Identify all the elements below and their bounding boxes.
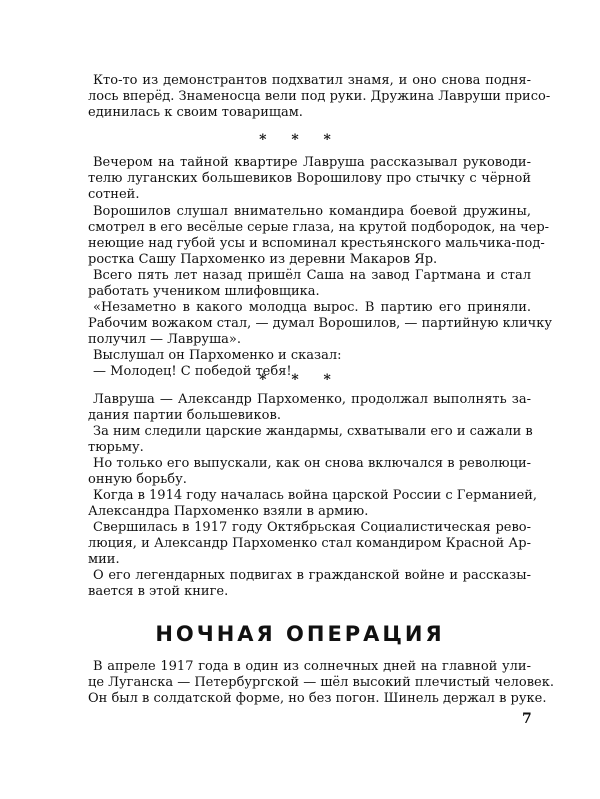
paragraph-evening xyxy=(88,155,531,203)
text-line: работать учеником шлифовщика. xyxy=(88,284,320,299)
text-line: лось вперёд. Знаменосца вели под руки. Дружина Лавруши присо- xyxy=(88,89,551,104)
text-line: Рабочим вожаком стал, — думал Ворошилов, — партийную кличку xyxy=(88,316,553,331)
paragraph-five-years xyxy=(88,268,531,300)
text-line: неющие над губой усы и вспоминал крестьянского мальчика-под- xyxy=(88,236,545,251)
paragraph-released xyxy=(88,456,531,488)
paragraph-april-1917 xyxy=(88,659,555,707)
text-line: тюрьму. xyxy=(88,440,144,455)
paragraph-gendarmes xyxy=(88,424,531,456)
text-line: вается в этой книге. xyxy=(88,584,229,599)
text-line: онную борьбу. xyxy=(88,472,187,487)
text-line: мии. xyxy=(88,552,120,567)
paragraph-revolution-1917 xyxy=(88,520,531,568)
text-line: Кто-то из демонстрантов подхватил знамя, и оно снова подня- xyxy=(93,73,531,88)
section-separator: * * * xyxy=(259,132,341,148)
text-line: В апреле 1917 года в один из солнечных дней на главной ули- xyxy=(93,659,531,674)
text-line: телю луганских большевиков Ворошилову про стычку с чёрной xyxy=(88,171,531,186)
text-line: единилась к своим товарищам. xyxy=(88,105,303,120)
text-line: смотрел в его весёлые серые глаза, на крутой подбородок, на чер- xyxy=(88,220,550,235)
text-line: Он был в солдатской форме, но без погон. Шинель держал в руке. xyxy=(88,691,547,706)
text-line: «Незаметно в какого молодца вырос. В партию его приняли. xyxy=(93,300,531,315)
paragraph-listened xyxy=(88,348,531,364)
text-line: Лавруша — Александр Пархоменко, продолжал выполнять за- xyxy=(93,392,531,407)
paragraph-demonstrators xyxy=(88,73,551,121)
paragraph-thoughts xyxy=(88,300,553,348)
text-line: О его легендарных подвигах в гражданской войне и рассказы- xyxy=(93,568,531,583)
text-line: Ворошилов слушал внимательно командира боевой дружины, xyxy=(93,204,531,219)
text-line: сотней. xyxy=(88,187,140,202)
text-line: Свершилась в 1917 году Октябрьская Социалистическая рево- xyxy=(93,520,531,535)
paragraph-voroshilov xyxy=(88,204,550,268)
text-line: — Молодец! С победой тебя! xyxy=(93,364,292,379)
section-separator: * * * xyxy=(259,372,341,388)
text-line: За ним следили царские жандармы, схватывали его и сажали в xyxy=(93,424,533,439)
text-line: ростка Сашу Пархоменко из деревни Макаров Яр. xyxy=(88,252,438,267)
paragraph-war-1914 xyxy=(88,488,538,520)
text-line: дания партии большевиков. xyxy=(88,408,281,423)
text-line: Александра Пархоменко взяли в армию. xyxy=(88,504,369,519)
text-line: Когда в 1914 году началась война царской России с Германией, xyxy=(93,488,538,503)
text-line: Выслушал он Пархоменко и сказал: xyxy=(93,348,342,363)
text-line: получил — Лавруша». xyxy=(88,332,241,347)
text-line: це Луганска — Петербургской — шёл высокий плечистый человек. xyxy=(88,675,555,690)
paragraph-legendary-deeds xyxy=(88,568,531,600)
chapter-title: НОЧНАЯ ОПЕРАЦИЯ xyxy=(155,622,445,646)
text-line: Вечером на тайной квартире Лавруша рассказывал руководи- xyxy=(93,155,531,170)
text-line: Но только его выпускали, как он снова включался в революци- xyxy=(93,456,531,471)
text-line: Всего пять лет назад пришёл Саша на завод Гартмана и стал xyxy=(93,268,531,283)
page-number: 7 xyxy=(522,711,532,727)
paragraph-lavrusha xyxy=(88,392,531,424)
text-line: люция, и Александр Пархоменко стал командиром Красной Ар- xyxy=(88,536,531,551)
